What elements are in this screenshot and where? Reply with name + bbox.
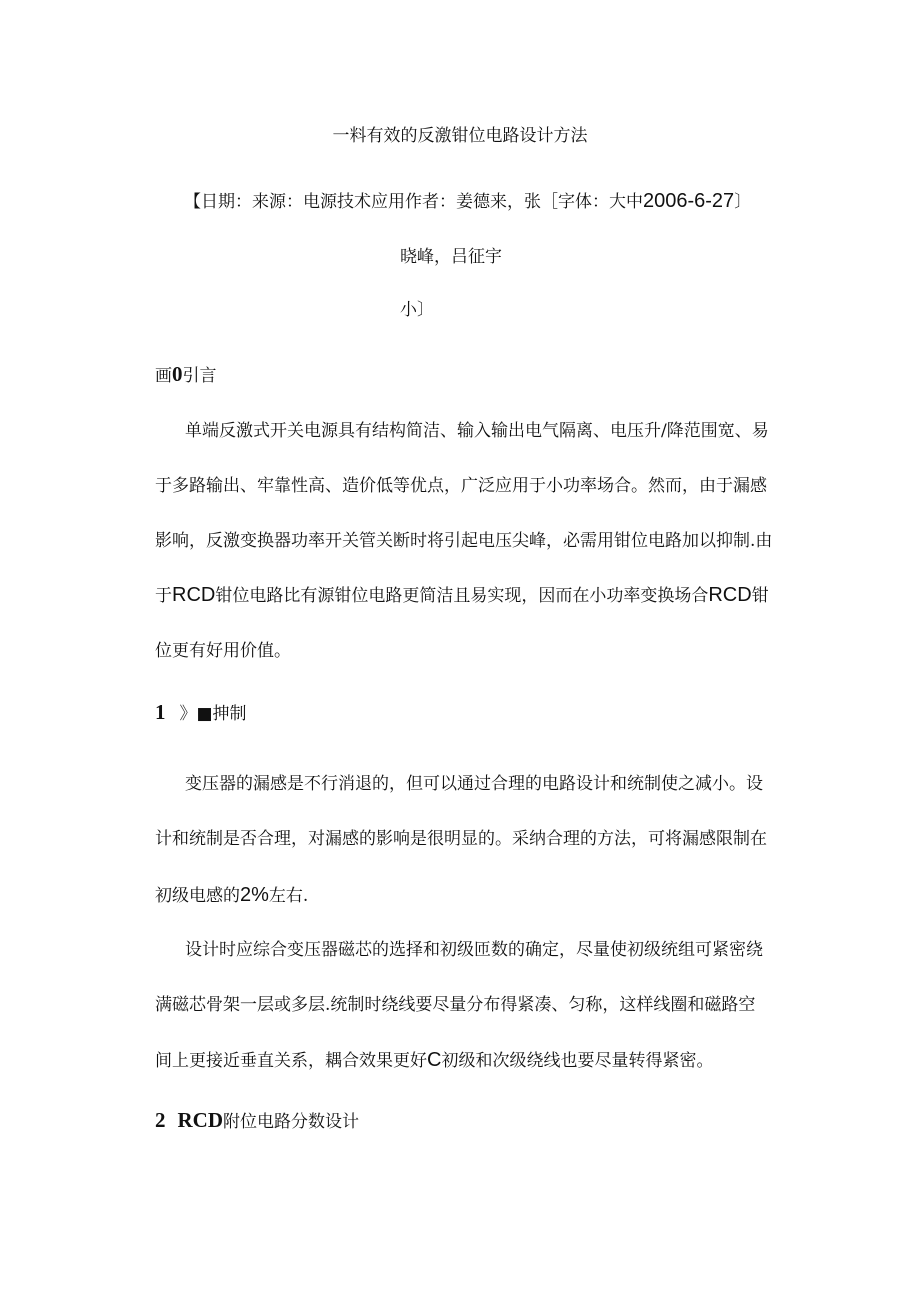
paragraph-line: 单端反激式开关电源具有结构简洁、输入输出电气隔离、电压升/降范围宽、易 (185, 421, 769, 441)
section-prefix: 画 (155, 366, 172, 386)
section-heading-0 (155, 362, 217, 388)
section-number: 0 (172, 362, 183, 386)
text-run: 初级和次级绕线也要尽量转得紧密。 (441, 1051, 714, 1071)
letter-c: C (427, 1049, 442, 1071)
text-run: 钳 (751, 586, 769, 606)
section-title: 》■抻制 (179, 704, 247, 724)
meta-line-2: 晓峰，吕征宇 (400, 247, 502, 267)
paragraph-line (155, 583, 769, 608)
paragraph-line: 于多路输出、牢靠性高、造价低等优点，广泛应用于小功率场合。然而，由于漏感 (155, 476, 767, 496)
text-run: 左右. (268, 886, 309, 906)
term-rcd: RCD (708, 584, 752, 606)
section-number: 2 (155, 1108, 166, 1132)
section-number: 1 (155, 700, 166, 724)
paragraph-line: 影响，反激变换器功率开关管关断时将引起电压尖峰，必需用钳位电路加以抑制.由 (155, 531, 773, 551)
term-rcd: RCD (177, 1108, 223, 1132)
section-title: 引言 (182, 366, 217, 386)
section-heading-1 (155, 700, 247, 726)
text-run: 初级电感的 (155, 886, 240, 906)
text-run: 间上更接近垂直关系，耦合效果更好 (155, 1051, 427, 1071)
paragraph-line (155, 883, 308, 908)
paragraph-line: 变压器的漏感是不行消退的，但可以通过合理的电路设计和统制使之减小。设 (185, 774, 763, 794)
paragraph-line: 位更有好用价值。 (155, 641, 291, 661)
text-run: 于 (155, 586, 172, 606)
section-title: 附位电路分数设计 (223, 1112, 359, 1132)
text-run: 钳位电路比有源钳位电路更简洁且易实现，因而在小功率变换场合 (215, 586, 709, 606)
meta-line-3: 小〕 (400, 300, 434, 320)
paragraph-line: 设计时应综合变压器磁芯的选择和初级匝数的确定，尽量使初级统组可紧密绕 (185, 940, 763, 960)
paragraph-line (155, 1048, 713, 1073)
meta-source-author: 【日期：来源：电源技术应用作者：姜德来，张［字体：大中 (184, 192, 643, 212)
percent-value: 2% (240, 884, 269, 906)
meta-line-1 (184, 189, 751, 214)
paragraph-line: 满磁芯骨架一层或多层.统制时绕线要尽量分布得紧凑、匀称，这样线圈和磁路空 (155, 995, 756, 1015)
section-heading-2 (155, 1108, 359, 1134)
meta-date: 2006-6-27 (643, 190, 735, 212)
meta-bracket-close: 〕 (734, 192, 752, 212)
document-title: 一料有效的反激钳位电路设计方法 (332, 126, 588, 146)
term-rcd: RCD (172, 584, 216, 606)
paragraph-line: 计和统制是否合理，对漏感的影响是很明显的。采纳合理的方法，可将漏感限制在 (155, 829, 767, 849)
